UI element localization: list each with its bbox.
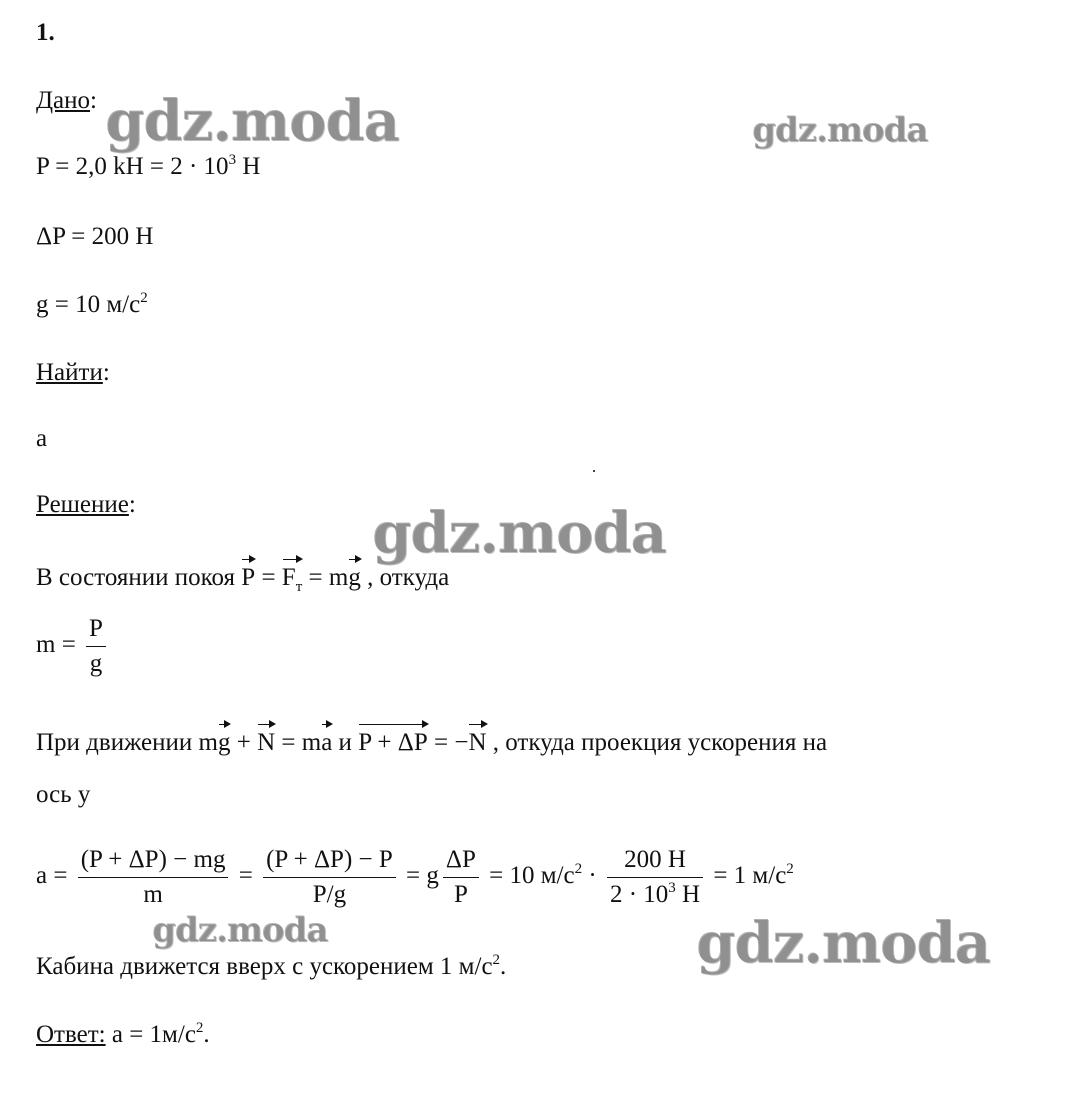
acceleration-formula: a = $\frac{(P + \Delta P) - mg}{m}$ = $\frac{(P + \Delta P) - P}{P/g}$ = g $\frac{\Delta P}{P}$ = 10 $м/с^2$ · $\frac{200 H}{2 \cdot 10^3 H}$ = 1 $м/с^2$ (36, 843, 794, 912)
watermark-2: gdz.moda (752, 110, 928, 150)
vector-p-plus-dp: P + ΔP (358, 729, 428, 756)
given-gravity: g = 10 $м/с^2$ (36, 290, 148, 318)
vector-a: a (321, 729, 333, 756)
mass-fraction: $\frac{P}{g}$ (86, 612, 106, 681)
fraction-1: $\frac{(P + \Delta P) - mg}{m}$ (78, 843, 229, 912)
motion-line-2: ось y (36, 781, 91, 808)
solution-heading: Решение: (36, 491, 136, 518)
watermark-1: gdz.moda (105, 88, 399, 154)
vector-n: N (257, 729, 276, 756)
watermark-3: gdz.moda (372, 500, 666, 566)
motion-line: При движении mg + N = ma и P + ΔP = −N , откуда проекция ускорения на (36, 729, 828, 756)
conclusion-line: Кабина движется вверх с ускорением 1 $м/с^2$. (36, 952, 507, 980)
given-delta: ΔP = 200 H (36, 223, 154, 250)
problem-number: 1. (36, 19, 55, 46)
stray-dot (593, 470, 595, 472)
watermark-5: gdz.moda (696, 910, 990, 976)
find-heading: Найти: (36, 359, 110, 386)
answer-line: Ответ: $a = 1м/с^2$. (36, 1020, 210, 1048)
rest-state-line: В состоянии покоя $P = F_т$ = mg , откуда (36, 563, 449, 602)
fraction-2: $\frac{(P + \Delta P) - P}{P/g}$ (263, 843, 396, 912)
solution-label: Решение (36, 491, 129, 518)
fraction-4: $\frac{200 H}{2 \cdot 10^3 H}$ (607, 843, 703, 912)
mass-formula: m = $\frac{P}{g}$ (36, 612, 110, 681)
watermark-4: gdz.moda (152, 910, 328, 950)
vector-g-motion: g (217, 729, 231, 756)
answer-label: Ответ: (36, 1021, 106, 1048)
vector-f: $F_т$ (282, 563, 302, 602)
vector-p: P (241, 564, 256, 591)
vector-g: g (348, 564, 361, 591)
given-label: Дано (36, 87, 91, 114)
find-label: Найти (36, 359, 103, 386)
find-value: a (36, 425, 48, 452)
fraction-3: $\frac{\Delta P}{P}$ (443, 843, 479, 912)
given-weight: P = 2,0 kH = $2 \cdot 10^3$ H (36, 152, 261, 180)
given-heading: Дано: (36, 87, 97, 114)
vector-n-neg: N (468, 729, 487, 756)
